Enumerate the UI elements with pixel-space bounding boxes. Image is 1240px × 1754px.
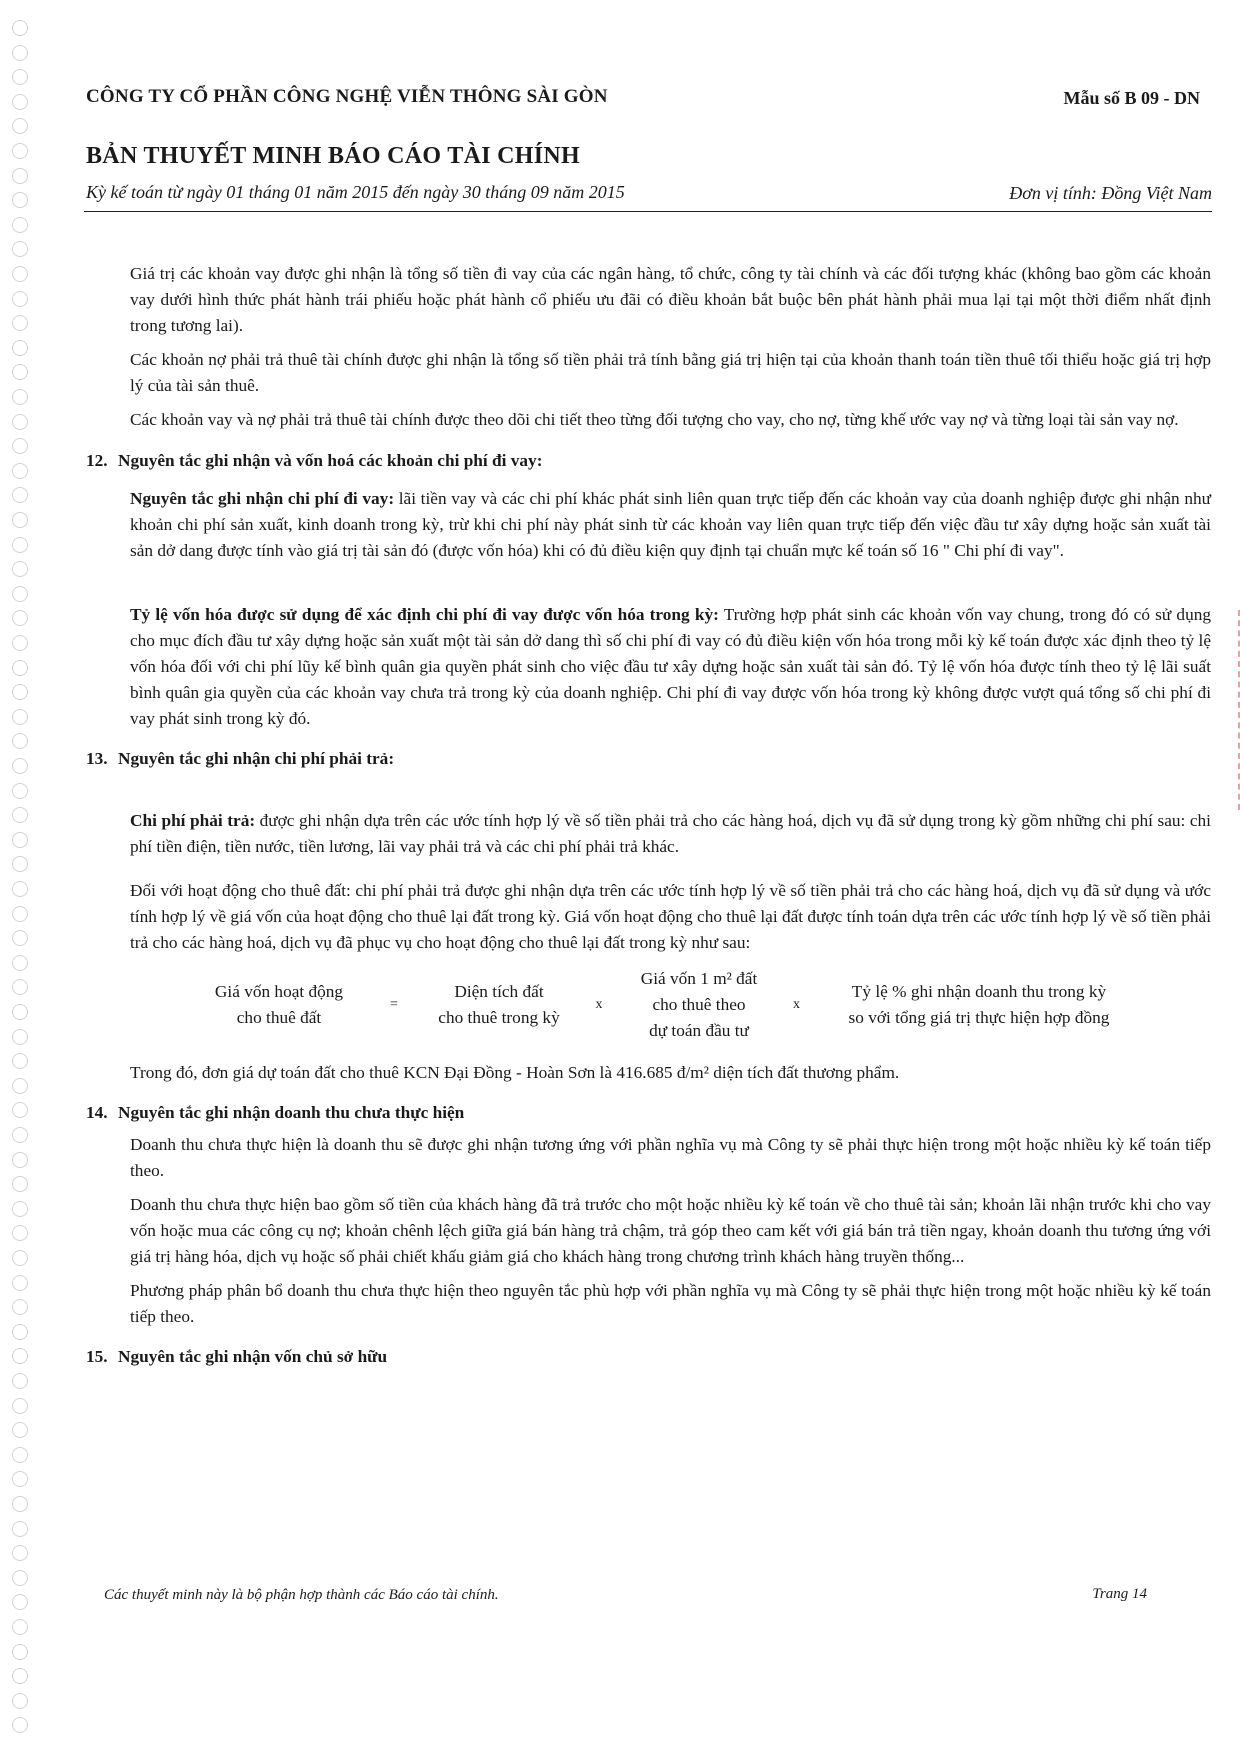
header-divider xyxy=(84,211,1212,212)
section-12-heading xyxy=(86,448,1211,474)
binder-hole xyxy=(12,1471,28,1487)
binder-hole xyxy=(12,364,28,380)
binder-hole xyxy=(12,143,28,159)
paragraph-text: được ghi nhận dựa trên các ước tính hợp lý về số tiền phải trả cho các hàng hoá, dịch vụ đã sử dụng trong kỳ gồm những chi phí sau: chi phí tiền điện, tiền nước, tiền lương, lãi vay phải trả và các chi phí phải trả khác. xyxy=(130,811,1211,856)
binder-hole xyxy=(12,1004,28,1020)
intro-paragraph-2: Các khoản nợ phải trả thuê tài chính được ghi nhận là tổng số tiền phải trả tính bằng giá trị hiện tại của khoản thanh toán tiền thuê tối thiểu hoặc giá trị hợp lý của tài sản thuê. xyxy=(130,350,1211,395)
section-title: Nguyên tắc ghi nhận và vốn hoá các khoản chi phí đi vay: xyxy=(118,451,543,470)
section-number: 12. xyxy=(86,451,108,470)
binder-hole xyxy=(12,463,28,479)
term-line: cho thuê theo xyxy=(652,995,746,1014)
section-14-paragraph-3: Phương pháp phân bổ doanh thu chưa thực hiện theo nguyên tắc phù hợp với phần nghĩa vụ mà Công ty sẽ phải thực hiện trong một hoặc nhiều kỳ kế toán tiếp theo. xyxy=(130,1281,1211,1326)
formula-term-revenue-ratio xyxy=(819,979,1139,1031)
binder-hole xyxy=(12,1398,28,1414)
binder-hole xyxy=(12,1102,28,1118)
binder-hole xyxy=(12,807,28,823)
term-line: dự toán đầu tư xyxy=(649,1021,749,1040)
binder-hole xyxy=(12,1201,28,1217)
term-line: Diện tích đất xyxy=(454,982,544,1001)
binder-hole xyxy=(12,438,28,454)
binder-hole xyxy=(12,709,28,725)
page-number: Trang 14 xyxy=(1092,1586,1147,1602)
binder-hole xyxy=(12,1693,28,1709)
paragraph-text: lãi tiền vay và các chi phí khác phát sinh liên quan trực tiếp đến các khoản vay của doanh nghiệp được ghi nhận như khoản chi phí sản xuất, kinh doanh trong kỳ, trừ khi chi phí này phát sinh từ các khoản vay liên quan trực tiếp đến việc đầu tư xây dựng hoặc sản xuất tài sản dở dang được tính vào giá trị tài sản đó (được vốn hóa) khi có đủ điều kiện quy định tại chuẩn mực kế toán số 16 " Chi phí đi vay". xyxy=(130,489,1211,560)
binder-hole xyxy=(12,1152,28,1168)
binder-hole xyxy=(12,1225,28,1241)
binder-hole xyxy=(12,1570,28,1586)
binder-hole xyxy=(12,1078,28,1094)
binder-hole xyxy=(12,69,28,85)
binder-hole xyxy=(12,168,28,184)
lead-term: Chi phí phải trả: xyxy=(130,811,256,830)
binder-hole xyxy=(12,1029,28,1045)
binder-hole xyxy=(12,856,28,872)
binder-hole xyxy=(12,906,28,922)
binder-hole xyxy=(12,660,28,676)
binder-hole xyxy=(12,340,28,356)
section-14-paragraph-2: Doanh thu chưa thực hiện bao gồm số tiền của khách hàng đã trả trước cho một hoặc nhiều kỳ kế toán về cho thuê tài sản; khoản lãi nhận trước khi cho vay vốn hoặc mua các công cụ nợ; khoản chênh lệch giữa giá bán hàng trả chậm, trả góp theo cam kết với giá bán trả tiền ngay, khoản doanh thu tương ứng với giá trị hàng hóa, dịch vụ hoặc số phải chiết khấu giảm giá cho khách hàng trong chương trình khách hàng truyền thống... xyxy=(130,1195,1211,1266)
lead-term: Nguyên tắc ghi nhận chi phí đi vay: xyxy=(130,489,395,508)
formula-term-unit-cost xyxy=(624,966,774,1044)
binder-hole xyxy=(12,1717,28,1733)
binder-hole xyxy=(12,610,28,626)
margin-marks xyxy=(1235,610,1240,810)
section-14-heading xyxy=(86,1100,1211,1126)
binder-hole xyxy=(12,1521,28,1537)
binder-hole xyxy=(12,1373,28,1389)
binder-hole xyxy=(12,45,28,61)
binder-hole xyxy=(12,832,28,848)
binder-hole xyxy=(12,414,28,430)
intro-paragraph-1: Giá trị các khoản vay được ghi nhận là tổng số tiền đi vay của các ngân hàng, tổ chức, công ty tài chính và các đối tượng khác (không bao gồm các khoản vay dưới hình thức phát hành trái phiếu hoặc phát hành cổ phiếu ưu đãi có điều khoản bắt buộc bên phát hành phải mua lại tại một thời điểm nhất định trong tương lai). xyxy=(130,264,1211,335)
term-line: cho thuê trong kỳ xyxy=(438,1008,560,1027)
binder-hole xyxy=(12,1127,28,1143)
document-body xyxy=(86,261,1211,1370)
binder-hole xyxy=(12,1545,28,1561)
binder-hole xyxy=(12,512,28,528)
cost-formula xyxy=(194,966,1240,1044)
section-title: Nguyên tắc ghi nhận doanh thu chưa thực hiện xyxy=(118,1103,465,1122)
binder-hole xyxy=(12,684,28,700)
binder-hole xyxy=(12,1299,28,1315)
section-number: 15. xyxy=(86,1347,108,1366)
binder-hole xyxy=(12,1176,28,1192)
company-name: CÔNG TY CỔ PHẦN CÔNG NGHỆ VIỄN THÔNG SÀI GÒN xyxy=(86,86,608,107)
section-13-heading xyxy=(86,746,1211,772)
form-number: Mẫu số B 09 - DN xyxy=(1063,88,1200,108)
section-number: 14. xyxy=(86,1103,108,1122)
equals-sign: = xyxy=(390,997,398,1012)
binder-hole xyxy=(12,1496,28,1512)
lead-term: Tỷ lệ vốn hóa được sử dụng để xác định chi phí đi vay được vốn hóa trong kỳ: xyxy=(130,605,719,624)
binder-hole xyxy=(12,1348,28,1364)
binder-hole xyxy=(12,586,28,602)
binder-hole xyxy=(12,881,28,897)
binder-hole xyxy=(12,94,28,110)
binder-hole xyxy=(12,758,28,774)
binder-holes xyxy=(4,20,34,1740)
formula-term-cost xyxy=(194,979,364,1031)
binder-hole xyxy=(12,315,28,331)
binder-hole xyxy=(12,561,28,577)
binder-hole xyxy=(12,733,28,749)
binder-hole xyxy=(12,241,28,257)
binder-hole xyxy=(12,537,28,553)
paragraph-text: Trường hợp phát sinh các khoản vốn vay chung, trong đó có sử dụng cho mục đích đầu tư xây dựng hoặc sản xuất một tài sản dở dang thì số chi phí đi vay có đủ điều kiện vốn hóa trong mỗi kỳ kế toán được xác định theo tỷ lệ vốn hóa đối với chi phí lũy kế bình quân gia quyền phát sinh cho việc đầu tư xây dựng hoặc sản xuất tài sản đó. Tỷ lệ vốn hóa được tính theo tỷ lệ lãi suất bình quân gia quyền của các khoản vay chưa trả trong kỳ của doanh nghiệp. Chi phí đi vay được vốn hóa trong kỳ không được vượt quá tổng số chi phí đi vay phát sinh trong kỳ đó. xyxy=(130,605,1211,728)
term-line: Giá vốn 1 m² đất xyxy=(640,969,758,988)
multiply-sign: x xyxy=(793,997,800,1012)
section-13-paragraph-2: Đối với hoạt động cho thuê đất: chi phí phải trả được ghi nhận dựa trên các ước tính hợp lý về số tiền phải trả cho các hàng hoá, dịch vụ đã sử dụng và ước tính hợp lý về giá vốn của hoạt động cho thuê lại đất trong kỳ. Giá vốn hoạt động cho thuê lại đất được tính toán dựa trên các ước tính hợp lý về số tiền phải trả cho các hàng hoá, dịch vụ đã phục vụ cho hoạt động cho thuê lại đất trong kỳ như sau: xyxy=(130,881,1211,952)
binder-hole xyxy=(12,1644,28,1660)
binder-hole xyxy=(12,266,28,282)
binder-hole xyxy=(12,217,28,233)
term-line: Tỷ lệ % ghi nhận doanh thu trong kỳ xyxy=(851,982,1107,1001)
binder-hole xyxy=(12,487,28,503)
binder-hole xyxy=(12,1668,28,1684)
binder-hole xyxy=(12,635,28,651)
binder-hole xyxy=(12,192,28,208)
term-line: so với tổng giá trị thực hiện hợp đồng xyxy=(848,1008,1110,1027)
section-12-paragraph-2 xyxy=(86,602,1211,732)
binder-hole xyxy=(12,955,28,971)
binder-hole xyxy=(12,930,28,946)
section-13-paragraph-1 xyxy=(86,808,1211,860)
term-line: cho thuê đất xyxy=(236,1008,322,1027)
binder-hole xyxy=(12,20,28,36)
intro-paragraph-3: Các khoản vay và nợ phải trả thuê tài chính được theo dõi chi tiết theo từng đối tượng cho vay, cho nợ, từng khế ước vay nợ và từng loại tài sản vay nợ. xyxy=(130,410,1179,429)
section-15-heading xyxy=(86,1344,1211,1370)
binder-hole xyxy=(12,1324,28,1340)
section-title: Nguyên tắc ghi nhận vốn chủ sở hữu xyxy=(118,1347,388,1366)
binder-hole xyxy=(12,118,28,134)
section-14-paragraph-1: Doanh thu chưa thực hiện là doanh thu sẽ được ghi nhận tương ứng với phần nghĩa vụ mà Công ty sẽ phải thực hiện trong một hoặc nhiều kỳ kế toán tiếp theo. xyxy=(130,1135,1211,1180)
binder-hole xyxy=(12,1447,28,1463)
multiply-sign: x xyxy=(595,997,603,1012)
formula-term-area xyxy=(424,979,574,1031)
binder-hole xyxy=(12,1053,28,1069)
section-title: Nguyên tắc ghi nhận chi phí phải trả: xyxy=(118,749,395,768)
binder-hole xyxy=(12,979,28,995)
binder-hole xyxy=(12,291,28,307)
binder-hole xyxy=(12,389,28,405)
binder-hole xyxy=(12,1619,28,1635)
binder-hole xyxy=(12,1422,28,1438)
binder-hole xyxy=(12,1594,28,1610)
section-number: 13. xyxy=(86,749,108,768)
term-line: Giá vốn hoạt động xyxy=(214,982,344,1001)
footer-note: Các thuyết minh này là bộ phận hợp thành các Báo cáo tài chính. xyxy=(104,1587,499,1603)
section-13-paragraph-3: Trong đó, đơn giá dự toán đất cho thuê KCN Đại Đồng - Hoàn Sơn là 416.685 đ/m² diện tích đất thương phẩm. xyxy=(130,1063,900,1082)
binder-hole xyxy=(12,783,28,799)
binder-hole xyxy=(12,1275,28,1291)
currency-unit: Đơn vị tính: Đồng Việt Nam xyxy=(1009,183,1212,203)
accounting-period: Kỳ kế toán từ ngày 01 tháng 01 năm 2015 đến ngày 30 tháng 09 năm 2015 xyxy=(86,182,625,202)
section-12-paragraph-1 xyxy=(86,486,1211,564)
document-title: BẢN THUYẾT MINH BÁO CÁO TÀI CHÍNH xyxy=(86,143,580,169)
binder-hole xyxy=(12,1250,28,1266)
